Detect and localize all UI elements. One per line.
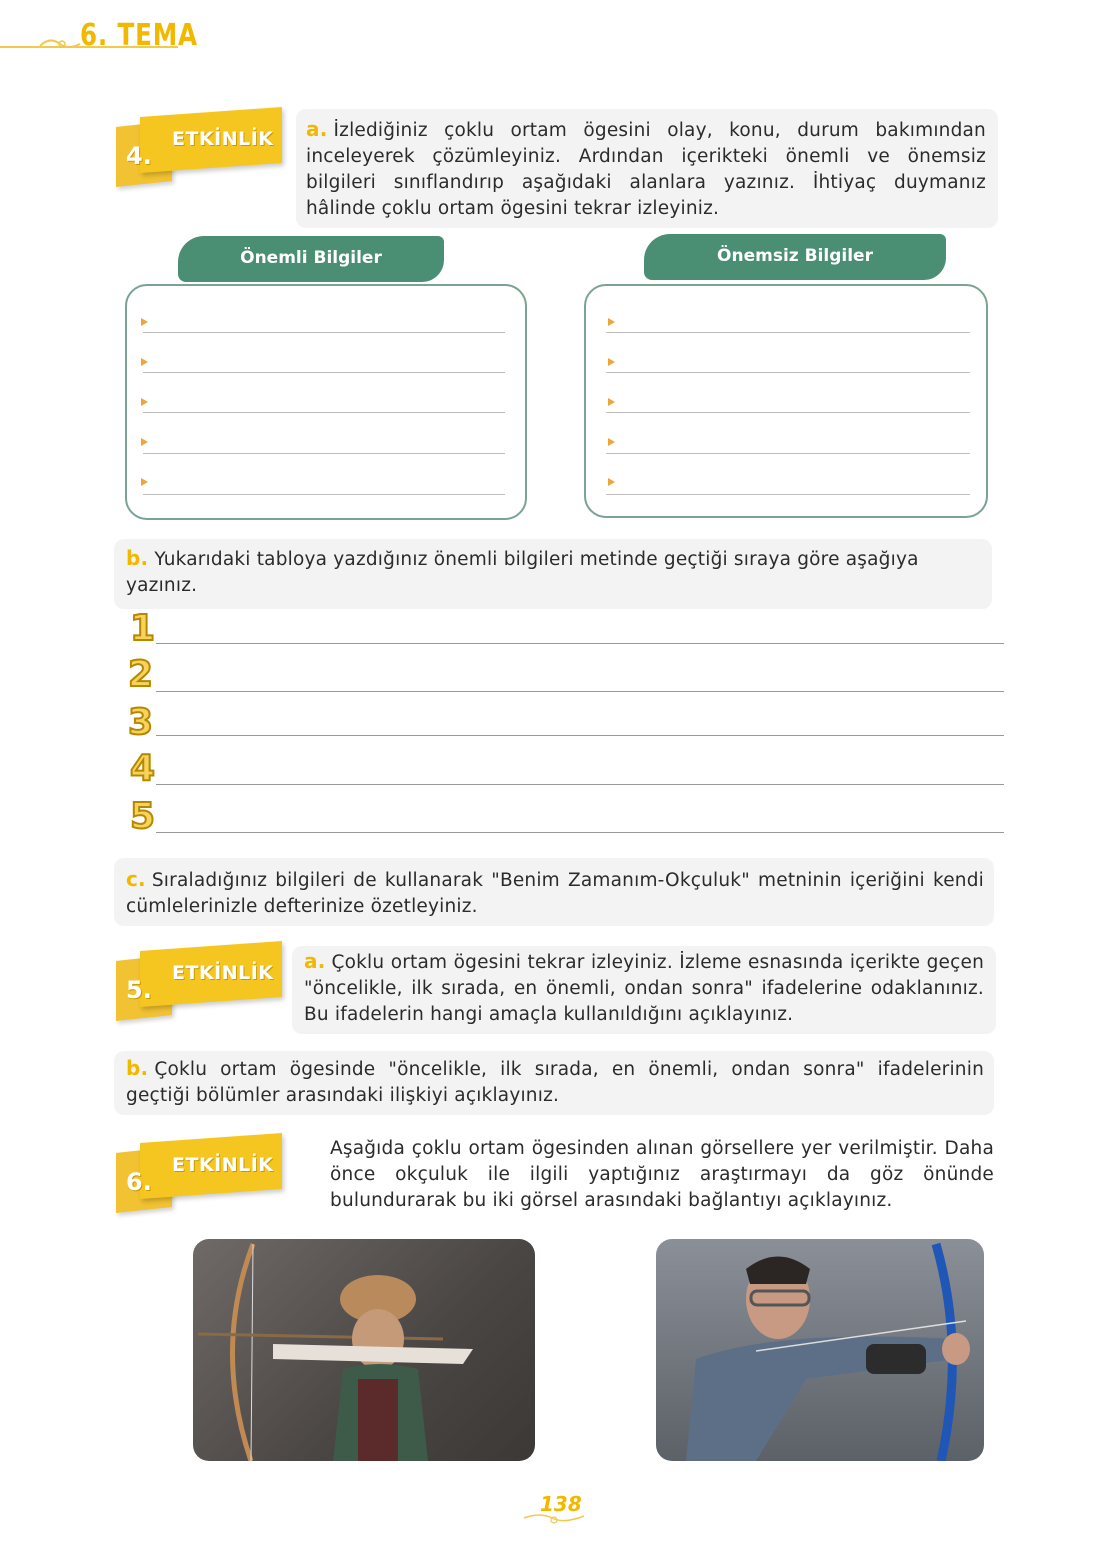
activity-label: ETKİNLİK: [172, 1154, 274, 1176]
instruction-text: Çoklu ortam ögesini tekrar izleyiniz. İzleme esnasında içerikte geçen "öncelikle, ilk sırada, en önemli, ondan sonra" ifadelerine odaklanınız. Bu ifadelerin hangi amaçla kullanıldığını açıklayınız.: [304, 952, 984, 1025]
page-number: 138: [540, 1492, 582, 1516]
item-marker: a.: [306, 117, 328, 141]
instruction-text: İzlediğiniz çoklu ortam ögesini olay, konu, durum bakımından inceleyerek çözümleyiniz. Ardından içerikteki önemli ve önemsiz bilgileri sınıflandırıp aşağıdaki alanlara yazınız. İhtiyaç duymanız hâlinde çoklu ortam ögesini tekrar izleyiniz.: [306, 120, 986, 219]
unimportant-info-banner: Önemsiz Bilgiler: [644, 234, 946, 280]
order-number: 1: [130, 608, 156, 649]
activity-number: 4.: [126, 142, 152, 170]
page-number-swirl-icon: [522, 1508, 586, 1528]
activity-number: 5.: [126, 976, 152, 1004]
order-line[interactable]: [156, 643, 1004, 644]
item-marker: b.: [126, 546, 149, 570]
activity-5b-instruction: [114, 1051, 994, 1115]
activity-label: ETKİNLİK: [172, 962, 274, 984]
instruction-text: Sıraladığınız bilgileri de kullanarak "Benim Zamanım-Okçuluk" metninin içeriğini kendi cümlelerinizle defterinize özetleyiniz.: [126, 870, 984, 917]
order-number: 4: [130, 748, 156, 789]
item-marker: c.: [126, 867, 146, 891]
activity-number: 6.: [126, 1168, 152, 1196]
order-line[interactable]: [156, 832, 1004, 833]
important-info-frame: [125, 284, 527, 520]
activity-label: ETKİNLİK: [172, 128, 274, 150]
activity-6-instruction: Aşağıda çoklu ortam ögesinden alınan görsellere yer verilmiştir. Daha önce okçuluk ile ilgili yaptığınız araştırmayı da göz önünde bulundurarak bu iki görsel arasındaki bağlantıyı açıklayınız.: [330, 1138, 994, 1211]
order-number: 3: [128, 702, 154, 743]
modern-archer-photo: [656, 1239, 984, 1461]
writing-line[interactable]: [143, 332, 505, 334]
traditional-archer-photo: [193, 1239, 535, 1461]
order-line[interactable]: [156, 691, 1004, 692]
item-marker: a.: [304, 949, 326, 973]
activity-5a-instruction: [292, 946, 996, 1034]
item-marker: b.: [126, 1056, 149, 1080]
order-number: 5: [130, 796, 156, 837]
activity-4b-instruction: [114, 539, 992, 609]
instruction-text: Yukarıdaki tabloya yazdığınız önemli bilgileri metinde geçtiği sıraya göre aşağıya yazınız.: [126, 549, 919, 596]
order-line[interactable]: [156, 735, 1004, 736]
activity-5-badge: [114, 946, 284, 1021]
activity-6-badge: [114, 1138, 284, 1213]
instruction-text: Çoklu ortam ögesinde "öncelikle, ilk sırada, en önemli, ondan sonra" ifadelerinin geçtiği bölümler arasındaki ilişkiyi açıklayınız.: [126, 1059, 984, 1106]
important-info-banner: Önemli Bilgiler: [178, 236, 444, 282]
header-swirl-icon: [38, 36, 82, 52]
activity-4-badge: [114, 112, 284, 187]
order-number: 2: [128, 654, 154, 695]
unimportant-info-frame: [584, 284, 988, 518]
activity-4a-instruction: [296, 109, 998, 228]
theme-title: 6. TEMA: [80, 18, 198, 53]
activity-4c-instruction: [114, 858, 994, 926]
order-line[interactable]: [156, 784, 1004, 785]
